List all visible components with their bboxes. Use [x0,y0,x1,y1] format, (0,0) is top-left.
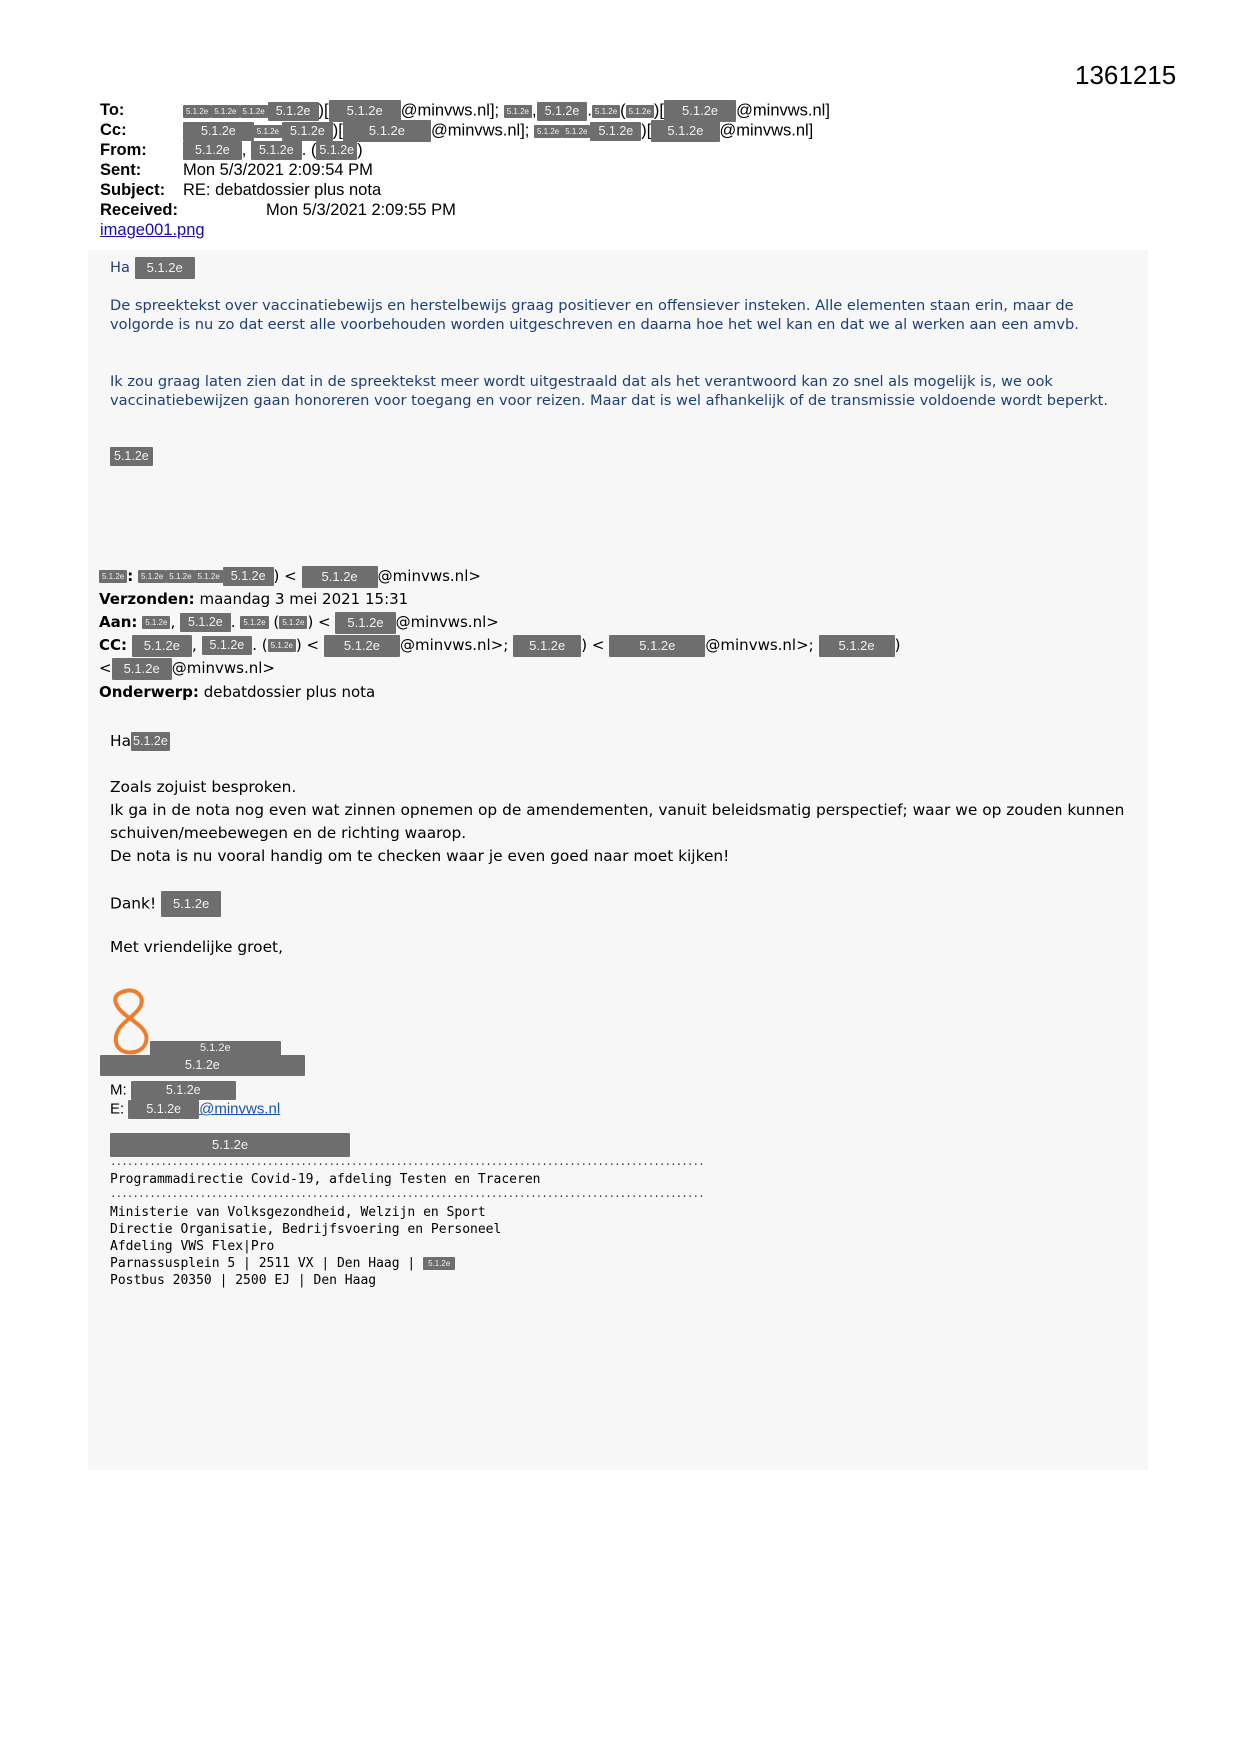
domain-text: @minvws.nl]; [400,101,500,120]
sent-label: Sent: [100,161,142,179]
redaction: 5.1.2e [534,125,562,138]
signature-mobile [110,1081,236,1100]
reply-paragraph-1: De spreektekst over vaccinatiebewijs en herstelbewijs graag positiever en offensiever insteken. Alle elementen staan erin, maar de volgorde is nu zo dat eerst alle voorbehouden worden uitgeschreven en daarna hoe het wel kan en dat we al werken aan een amvb. [110,297,1079,333]
redaction: 5.1.2e [131,732,170,751]
fwd-subject-row [99,681,375,703]
redaction: 5.1.2e [112,658,172,680]
redaction: 5.1.2e [183,105,211,118]
redaction: 5.1.2e [202,636,253,655]
to-value: 5.1.2e 5.1.2e 5.1.2e 5.1.2e )[ 5.1.2e @minvws.nl]; 5.1.2e , 5.1.2e . 5.1.2e ( 5.1.2e )[ 5.1.2e @minvws.nl] [183,100,830,122]
redaction: 5.1.2e [537,102,588,121]
redaction: 5.1.2e [183,122,254,141]
greeting-text: Ha [110,259,130,276]
department-text: Programmadirectie Covid-19, afdeling Testen en Traceren [110,1172,541,1187]
email-link[interactable]: @minvws.nl [199,1100,281,1118]
redaction: 5.1.2e [142,616,170,629]
postbox-text: Postbus 20350 | 2500 EJ | Den Haag [110,1273,377,1288]
reply-greeting [110,257,1135,279]
redaction: 5.1.2e [132,635,192,657]
redaction: 5.1.2e [254,125,282,138]
redaction: 5.1.2e [211,105,239,118]
domain-text: @minvws.nl] [736,101,830,120]
redaction: 5.1.2e [513,635,581,657]
vws-logo-icon [108,988,154,1058]
signature-extra-redaction [110,1133,350,1157]
domain-text: @minvws.nl]; [431,121,530,140]
redaction: 5.1.2e [664,100,736,122]
redaction: 5.1.2e [592,105,620,118]
domain-text: @minvws.nl>; [400,636,509,654]
redaction: 5.1.2e [223,567,274,586]
redaction: 5.1.2e [626,105,654,118]
redaction: 5.1.2e [110,1133,350,1157]
redaction: 5.1.2e [135,257,195,279]
subject-label: Subject: [100,181,166,199]
redaction: 5.1.2e [609,635,705,657]
email-label: E: [110,1100,125,1118]
redaction: 5.1.2e [161,891,221,917]
address-line [110,1255,455,1272]
original-thanks [110,891,1140,917]
redaction: 5.1.2e [590,122,641,141]
redaction: 5.1.2e [335,612,395,634]
redaction: 5.1.2e [324,635,400,657]
redaction: 5.1.2e [329,100,401,122]
redaction: 5.1.2e [110,447,153,466]
separator-line: .......................................................................................................... [110,1189,704,1201]
redaction: 5.1.2e [150,1041,281,1056]
redaction: 5.1.2e [423,1257,455,1270]
fwd-sent-row [99,588,408,610]
address-text: Parnassusplein 5 | 2511 VX | Den Haag | [110,1256,416,1271]
subject-value: RE: debatdossier plus nota [183,181,382,199]
from-label: From: [100,141,147,159]
redaction: 5.1.2e [268,639,296,652]
fwd-cc-label: CC: [99,636,128,654]
fwd-subject-value: debatdossier plus nota [203,683,376,701]
redaction: 5.1.2e [343,120,431,142]
attachment-row [100,220,205,240]
redaction: 5.1.2e [819,635,895,657]
domain-text: @minvws.nl> [377,567,481,585]
redaction: 5.1.2e [240,616,268,629]
reply-signoff [110,446,1135,466]
fwd-cc-row: CC: 5.1.2e , 5.1.2e . ( 5.1.2e ) < 5.1.2e @minvws.nl>; 5.1.2e ) < 5.1.2e @minvws.nl>; 5.1.2e ) [99,634,901,656]
redaction: 5.1.2e [279,616,307,629]
redaction: 5.1.2e [180,613,231,632]
redaction: 5.1.2e [282,122,333,141]
division-text: Afdeling VWS Flex|Pro [110,1239,275,1254]
fwd-cc-row-continued: < 5.1.2e @minvws.nl> [99,657,275,679]
received-label: Received: [100,201,178,219]
redaction: 5.1.2e [504,105,532,118]
fwd-from-row: 5.1.2e : 5.1.2e 5.1.2e 5.1.2e 5.1.2e ) < 5.1.2e @minvws.nl> [99,565,481,587]
original-line-1: Zoals zojuist besproken. [110,778,297,796]
thanks-text: Dank! [110,894,157,913]
from-value: 5.1.2e , 5.1.2e . ( 5.1.2e ) [183,140,363,160]
attachment-link[interactable]: image001.png [100,221,205,239]
redaction: 5.1.2e [302,566,378,588]
domain-text: @minvws.nl> [171,659,275,677]
sent-value: Mon 5/3/2021 2:09:54 PM [183,161,373,179]
original-line-2: Ik ga in de nota nog even wat zinnen opnemen op de amendementen, vanuit beleidsmatig perspectief; waar we op zouden kunnen schuiven/meebewegen en de richting waarop. [110,801,1125,842]
greeting-text: Ha [110,732,132,750]
redaction: 5.1.2e [562,125,590,138]
reply-paragraph-2: Ik zou graag laten zien dat in de spreektekst meer wordt uitgestraald dat als het verantwoord kan zo snel als mogelijk is, we ook vaccinatiebewijzen gaan honoreren voor toegang en voor reizen. Maar dat is wel afhankelijk of de transmissie voldoende wordt beperkt. [110,373,1109,409]
signature-title-redaction [100,1055,305,1076]
domain-text: @minvws.nl] [719,121,814,140]
fwd-sent-label: Verzonden: [99,590,195,608]
redaction: 5.1.2e [183,141,242,160]
original-line-3: De nota is nu vooral handig om te checken waar je even goed naar moet kijken! [110,847,730,865]
redaction: 5.1.2e [128,1100,199,1119]
received-value: Mon 5/3/2021 2:09:55 PM [266,201,456,219]
redaction: 5.1.2e [99,570,127,583]
original-closing: Met vriendelijke groet, [110,938,283,956]
redaction: 5.1.2e [100,1055,305,1076]
redaction: 5.1.2e [195,570,223,583]
cc-value: 5.1.2e 5.1.2e 5.1.2e )[ 5.1.2e @minvws.nl]; 5.1.2e 5.1.2e 5.1.2e )[ 5.1.2e @minvws.nl] [183,120,813,142]
fwd-sent-value: maandag 3 mei 2021 15:31 [199,590,409,608]
fwd-to-label: Aan: [99,613,138,631]
domain-text: @minvws.nl> [395,613,499,631]
document-id: 1361215 [1075,60,1177,90]
directorate-text: Directie Organisatie, Bedrijfsvoering en Personeel [110,1222,502,1237]
redaction: 5.1.2e [138,570,166,583]
domain-text: @minvws.nl>; [705,636,814,654]
original-greeting [110,730,1140,753]
mobile-label: M: [110,1081,127,1099]
separator-line: .......................................................................................................... [110,1157,704,1169]
redaction: 5.1.2e [316,141,357,160]
signature-email [110,1100,280,1119]
redaction: 5.1.2e [268,102,319,121]
to-label: To: [100,101,125,119]
fwd-subject-label: Onderwerp: [99,683,199,701]
cc-label: Cc: [100,121,127,139]
redaction: 5.1.2e [166,570,194,583]
redaction: 5.1.2e [240,105,268,118]
redaction: 5.1.2e [651,120,719,142]
redaction: 5.1.2e [251,141,302,160]
ministry-text: Ministerie van Volksgezondheid, Welzijn en Sport [110,1205,486,1220]
redaction: 5.1.2e [131,1081,236,1100]
fwd-to-row: Aan: 5.1.2e , 5.1.2e . 5.1.2e ( 5.1.2e ) < 5.1.2e @minvws.nl> [99,611,499,633]
